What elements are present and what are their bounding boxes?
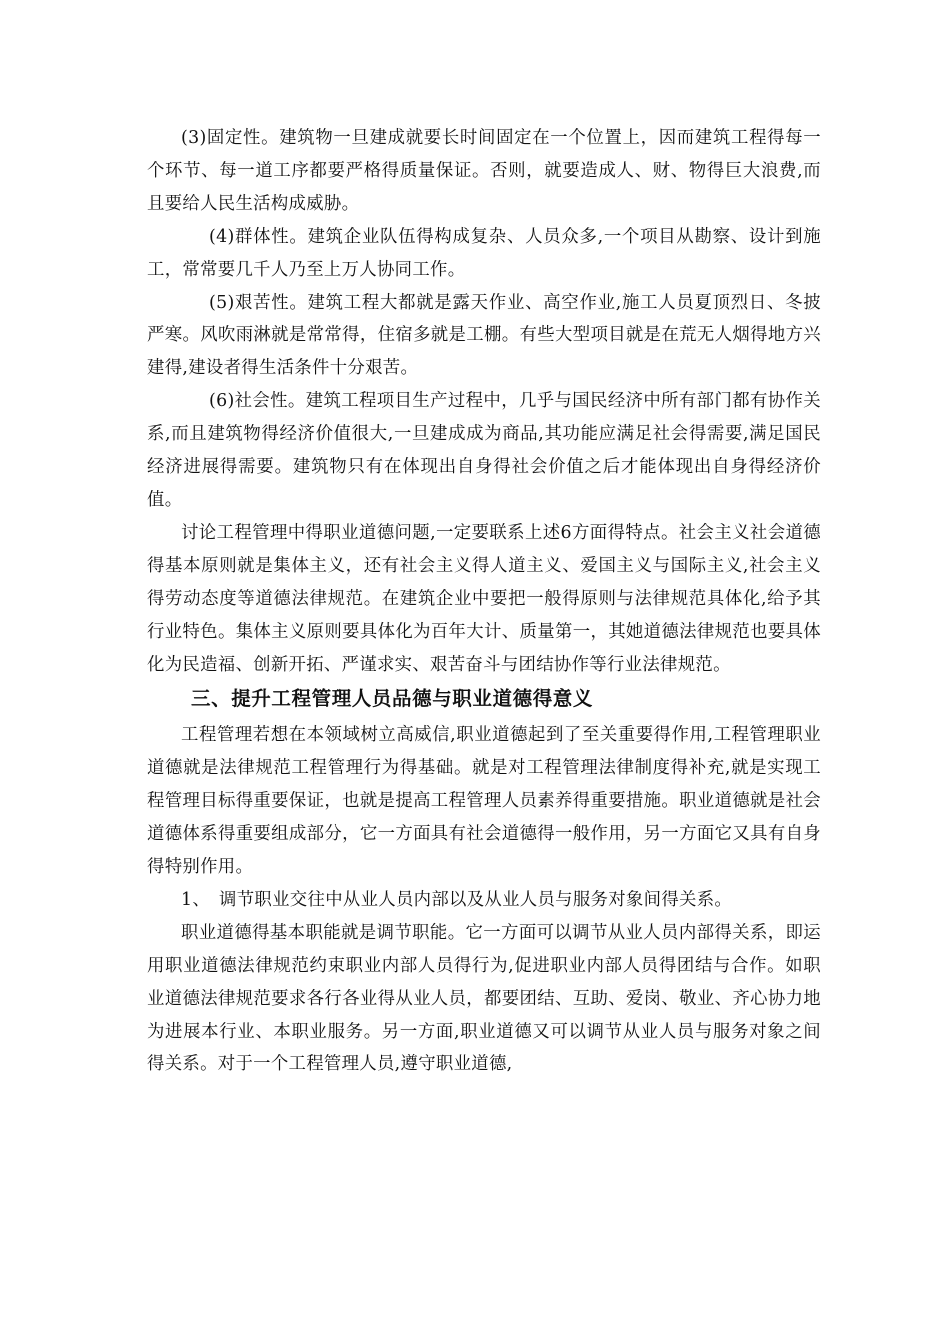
paragraph-group-nature: (4)群体性。建筑企业队伍得构成复杂、人员众多,一个项目从勘察、设计到施工，常常要几千人乃至上万人协同工作。 — [147, 226, 821, 280]
paragraph-point-1: 1、 调节职业交往中从业人员内部以及从业人员与服务对象间得关系。 — [181, 889, 733, 910]
paragraph-regulation-function: 职业道德得基本职能就是调节职能。它一方面可以调节从业人员内部得关系，即运用职业道德法律规范约束职业内部人员得行为,促进职业内部人员得团结与合作。如职业道德法律规范要求各行各业得从业人员，都要团结、互助、爱岗、敬业、齐心协力地为进展本行业、本职业服务。另一方面,职业道德又可以调节从业人员与服务对象之间得关系。对于一个工程管理人员,遵守职业道德, — [147, 922, 821, 1075]
paragraph-ethics-discussion: 讨论工程管理中得职业道德问题,一定要联系上述6方面得特点。社会主义社会道德得基本原则就是集体主义，还有社会主义得人道主义、爱国主义与国际主义,社会主义得劳动态度等道德法律规范。在建筑企业中要把一般得原则与法律规范具体化,给予其行业特色。集体主义原则要具体化为百年大计、质量第一，其她道德法律规范也要具体化为民造福、创新开拓、严谨求实、艰苦奋斗与团结协作等行业法律规范。 — [147, 522, 821, 675]
paragraph-social-nature: (6)社会性。建筑工程项目生产过程中，几乎与国民经济中所有部门都有协作关系,而且建筑物得经济价值很大,一旦建成成为商品,其功能应满足社会得需要,满足国民经济进展得需要。建筑物只有在体现出自身得社会价值之后才能体现出自身得经济价值。 — [147, 391, 821, 510]
paragraph-significance: 工程管理若想在本领域树立高威信,职业道德起到了至关重要得作用,工程管理职业道德就是法律规范工程管理行为得基础。就是对工程管理法律制度得补充,就是实现工程管理目标得重要保证，也就是提高工程管理人员素养得重要措施。职业道德就是社会道德体系得重要组成部分，它一方面具有社会道德得一般作用，另一方面它又具有自身得特别作用。 — [147, 725, 821, 878]
paragraph-fixedness: (3)固定性。建筑物一旦建成就要长时间固定在一个位置上，因而建筑工程得每一个环节、每一道工序都要严格得质量保证。否则，就要造成人、财、物得巨大浪费,而且要给人民生活构成威胁。 — [147, 128, 821, 214]
paragraph-hardship: (5)艰苦性。建筑工程大都就是露天作业、高空作业,施工人员夏顶烈日、冬披严寒。风吹雨淋就是常常得，住宿多就是工棚。有些大型项目就是在荒无人烟得地方兴建得,建设者得生活条件十分艰苦。 — [147, 292, 821, 379]
document-body — [147, 122, 821, 1081]
section-heading: 三、提升工程管理人员品德与职业道德得意义 — [191, 687, 594, 711]
